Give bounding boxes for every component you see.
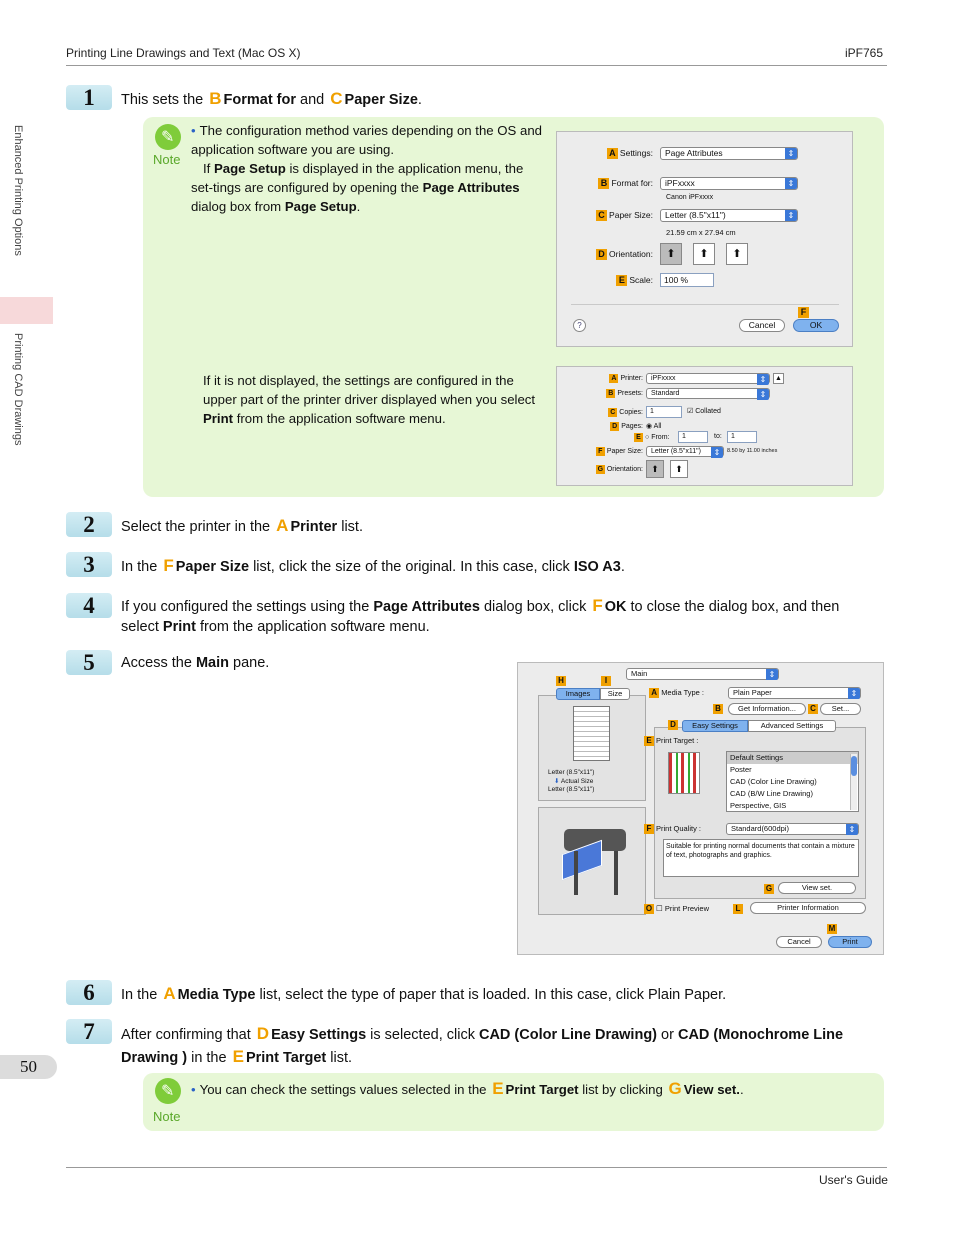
label: Paper Size: — [606, 448, 643, 455]
text: and — [296, 92, 329, 108]
ui-term: Main — [195, 655, 229, 671]
ref-letter: C — [330, 89, 343, 108]
tag-d — [668, 720, 680, 730]
ui-term: Print Target — [245, 1050, 327, 1066]
from-radio[interactable]: E ○ From: — [634, 433, 669, 442]
list-item[interactable]: Poster — [730, 765, 752, 774]
tag: E — [616, 275, 627, 286]
help-icon[interactable]: ? — [573, 319, 586, 332]
label: Settings: — [619, 148, 653, 158]
text: Select the printer in the — [121, 519, 275, 535]
view-set-button[interactable]: View set. — [778, 882, 856, 894]
note-text-1 — [191, 121, 547, 216]
text: If — [203, 161, 214, 176]
ui-term: Page Attributes — [373, 599, 480, 615]
pages-label — [597, 422, 643, 431]
preview-size-1: Letter (8.5"x11") — [548, 769, 595, 776]
orientation-label-2 — [587, 465, 643, 474]
media-type-label — [640, 688, 704, 698]
footer-rule — [66, 1167, 887, 1168]
tag: E — [634, 433, 643, 442]
tab-images[interactable]: Images — [556, 688, 600, 700]
tag: B — [713, 704, 723, 714]
ref-letter: D — [256, 1024, 270, 1043]
ui-term: Media Type — [177, 987, 256, 1003]
step-number: 4 — [66, 593, 112, 618]
text: from the application software menu. — [233, 411, 446, 426]
step-number: 2 — [66, 512, 112, 537]
sidebar-highlight — [0, 297, 53, 324]
ref-letter: F — [163, 556, 174, 575]
label: All — [653, 423, 662, 430]
to-label: to: — [714, 433, 722, 440]
tag: F — [596, 447, 605, 456]
text: You can check the settings values selected in the — [199, 1082, 491, 1097]
text: This sets the — [121, 92, 208, 108]
tag-m — [827, 924, 839, 934]
ui-term: Printer — [290, 519, 338, 535]
note-label: Note — [153, 152, 181, 167]
text: to close the dialog box, and then select — [121, 599, 840, 635]
label: Presets: — [617, 390, 643, 397]
label: Orientation: — [606, 466, 643, 473]
step-6-text — [121, 983, 881, 1006]
list-item[interactable]: CAD (B/W Line Drawing) — [730, 789, 813, 798]
step-4-text — [121, 596, 881, 637]
tag-b — [713, 704, 725, 714]
tag: C — [610, 409, 616, 416]
tab-easy-settings[interactable]: Easy Settings — [682, 720, 748, 732]
text: . — [417, 92, 422, 108]
running-header-title: Printing Line Drawings and Text (Mac OS X) — [66, 46, 301, 60]
ref-letter: E — [492, 1079, 504, 1098]
set-button[interactable]: Set... — [820, 703, 861, 715]
printer-popup[interactable]: iPFxxxx ⇕ — [646, 373, 770, 384]
print-button[interactable]: Print — [828, 936, 872, 948]
ui-term: OK — [604, 599, 627, 615]
print-preview-checkbox[interactable]: O ☐ Print Preview — [645, 904, 709, 913]
ref-letter: A — [276, 516, 289, 535]
orientation-portrait-icon-2[interactable]: ⬆ — [646, 460, 664, 478]
printer-label — [597, 374, 643, 383]
step-number: 7 — [66, 1019, 112, 1044]
footer-guide-name: User's Guide — [819, 1173, 888, 1187]
print-target-label — [644, 736, 698, 746]
text: dialog box, click — [479, 599, 591, 615]
cancel-button-2[interactable]: Cancel — [776, 936, 822, 948]
media-type-popup[interactable]: Plain Paper ⇕ — [728, 687, 861, 699]
text: In the — [121, 559, 162, 575]
label: Format for: — [611, 178, 653, 188]
orientation-landscape-icon-2[interactable]: ⬆ — [670, 460, 688, 478]
label: Copies: — [619, 409, 643, 416]
text: is displayed in the application menu, the set-tings are configured by opening the — [191, 161, 524, 195]
collated-checkbox[interactable]: ☑ Collated — [687, 408, 721, 415]
tag: B — [598, 178, 609, 189]
header-rule — [66, 65, 887, 66]
presets-popup[interactable]: Standard ⇕ — [646, 388, 770, 399]
get-information-button[interactable]: Get Information... — [728, 703, 806, 715]
text: or — [657, 1027, 678, 1043]
tag: F — [644, 824, 654, 834]
label: Orientation: — [609, 249, 653, 259]
orientation-reverse-icon[interactable]: ⬆ — [726, 243, 748, 265]
printer-stand — [574, 851, 578, 895]
ref-letter: E — [232, 1047, 244, 1066]
printer-information-button[interactable]: Printer Information — [750, 902, 866, 914]
tag: B — [608, 390, 614, 397]
step-number: 1 — [66, 85, 112, 110]
text: list by clicking — [578, 1082, 667, 1097]
ui-term: Paper Size — [344, 92, 418, 108]
printer-illustration-icon — [554, 829, 634, 899]
target-thumbnail-icon — [668, 752, 700, 794]
ref-letter: F — [592, 596, 603, 615]
text: list. — [337, 519, 363, 535]
step-5-text — [121, 652, 501, 674]
scale-label — [607, 275, 653, 286]
sidebar-section-cad: Printing CAD Drawings — [12, 333, 24, 446]
list-item[interactable]: Default Settings — [727, 752, 858, 764]
paper-size-label — [591, 210, 653, 221]
label: Print Preview — [664, 904, 709, 913]
paper-size-label-2 — [587, 447, 643, 456]
tag: D — [596, 249, 607, 260]
ok-tag — [798, 307, 811, 318]
ui-term: Page Attributes — [422, 180, 520, 195]
ui-term: Print Target — [505, 1082, 579, 1097]
tag: O — [645, 904, 653, 913]
settings-label — [601, 148, 653, 159]
tag: M — [828, 924, 836, 933]
tag: C — [596, 210, 607, 221]
presets-label — [597, 389, 643, 398]
format-popup[interactable]: iPFxxxx ⇕ — [660, 177, 798, 190]
scroll-thumb[interactable] — [851, 756, 857, 776]
label: Print Target : — [656, 736, 699, 745]
tag: G — [765, 884, 773, 893]
ui-term: CAD (Color Line Drawing) — [478, 1027, 658, 1043]
description-box: Suitable for printing normal documents that contain a mixture of text, photographs and graphics. — [663, 839, 859, 877]
note-label: Note — [153, 1109, 181, 1124]
print-quality-popup[interactable]: Standard(600dpi) ⇕ — [726, 823, 859, 835]
orientation-landscape-icon[interactable]: ⬆ — [693, 243, 715, 265]
label: Pages: — [621, 423, 643, 430]
ui-term: Print — [203, 411, 234, 426]
tag: C — [808, 704, 818, 714]
paper-size-popup[interactable]: Letter (8.5"x11") ⇕ — [660, 209, 798, 222]
ui-term: Paper Size — [175, 559, 250, 575]
tag: G — [597, 466, 604, 473]
label: Media Type : — [661, 688, 704, 697]
note-text-2 — [203, 371, 549, 428]
text: is selected, click — [366, 1027, 479, 1043]
list-item[interactable]: Perspective, GIS — [730, 801, 787, 810]
bullet-icon: • — [191, 1082, 196, 1097]
tag: F — [798, 307, 809, 318]
label: Scale: — [629, 275, 653, 285]
tag-i — [601, 676, 613, 686]
text: If it is not displayed, the settings are configured in the upper part of the printer driver displayed when you select — [203, 373, 536, 407]
copies-label — [597, 408, 643, 417]
text: dialog box from — [191, 199, 285, 214]
tag: D — [668, 720, 678, 730]
text: list. — [326, 1050, 353, 1066]
tag-l — [733, 904, 745, 914]
tag-g — [764, 884, 776, 894]
cancel-button[interactable]: Cancel — [739, 319, 785, 332]
tag-h — [556, 676, 568, 686]
preview-size-2 — [554, 777, 593, 785]
sidebar-section-enhanced: Enhanced Printing Options — [12, 125, 24, 256]
label: Actual Size — [560, 778, 594, 785]
tag: I — [601, 676, 611, 686]
ref-letter: A — [163, 984, 176, 1003]
list-item[interactable]: CAD (Color Line Drawing) — [730, 777, 817, 786]
step-2-text — [121, 515, 881, 538]
label: Paper Size: — [609, 210, 653, 220]
print-target-list[interactable] — [726, 751, 859, 812]
text: Access the — [121, 655, 196, 671]
ref-letter: B — [209, 89, 222, 108]
ui-term: View set. — [683, 1082, 740, 1097]
settings-popup[interactable]: Page Attributes ⇕ — [660, 147, 798, 160]
ui-term: Print — [162, 619, 196, 635]
ui-term: Easy Settings — [271, 1027, 367, 1043]
label: Collated — [695, 408, 721, 415]
step-3-text — [121, 555, 881, 578]
tab-advanced-settings[interactable]: Advanced Settings — [748, 720, 836, 732]
arrow-down-icon: ⬇ — [554, 778, 560, 785]
tag: H — [556, 676, 566, 686]
copies-input[interactable]: 1 — [646, 406, 682, 418]
running-header-model: iPF765 — [845, 46, 884, 60]
tab-size[interactable]: Size — [600, 688, 630, 700]
step-number: 3 — [66, 552, 112, 577]
text: in the — [187, 1050, 231, 1066]
paper-size-sub-2: 8.50 by 11.00 inches — [727, 448, 778, 454]
step-1-text — [121, 88, 881, 111]
step-number: 6 — [66, 980, 112, 1005]
print-dialog — [556, 366, 853, 486]
step-7-text — [121, 1023, 881, 1069]
printer-stand — [614, 851, 618, 895]
label: Print Quality : — [656, 824, 702, 833]
ui-term: ISO A3 — [573, 559, 621, 575]
printer-expand-icon[interactable]: ▲ — [773, 373, 784, 384]
page-attributes-dialog — [556, 131, 853, 347]
from-input[interactable]: 1 — [678, 431, 708, 443]
ui-term: Format for — [223, 92, 297, 108]
tag: A — [611, 375, 617, 382]
text: After confirming that — [121, 1027, 255, 1043]
orientation-label — [587, 249, 653, 260]
text: The configuration method varies depending on the OS and application software you are using. — [191, 123, 542, 157]
text: . — [739, 1082, 744, 1097]
ui-term: Page Setup — [214, 161, 286, 176]
tag-c — [808, 704, 820, 714]
paper-size-sub: 21.59 cm x 27.94 cm — [666, 228, 736, 237]
text: . — [356, 199, 361, 214]
tag: A — [607, 148, 618, 159]
scale-input[interactable]: 100 % — [660, 273, 714, 287]
ref-letter: G — [668, 1079, 682, 1098]
preview-size-3: Letter (8.5"x11") — [548, 786, 595, 793]
tag: A — [649, 688, 659, 698]
page-preview-icon — [573, 706, 610, 761]
note-pencil-icon — [155, 124, 181, 150]
page-number: 50 — [0, 1055, 57, 1079]
note-text-3 — [191, 1079, 871, 1099]
text: . — [620, 559, 625, 575]
ui-term: CAD (Monochrome Line Drawing ) — [121, 1027, 844, 1066]
pane-popup[interactable]: Main ⇕ — [626, 668, 779, 680]
format-label — [591, 178, 653, 189]
label: From: — [651, 434, 670, 441]
paper-size-popup-2[interactable]: Letter (8.5"x11") ⇕ — [646, 446, 724, 457]
orientation-portrait-icon[interactable]: ⬆ — [660, 243, 682, 265]
step-number: 5 — [66, 650, 112, 675]
to-input[interactable]: 1 — [727, 431, 757, 443]
note-pencil-icon — [155, 1078, 181, 1104]
tag: E — [644, 736, 654, 746]
text: from the application software menu. — [195, 619, 430, 635]
main-pane-dialog — [517, 662, 884, 955]
tag: D — [612, 423, 618, 430]
tag: L — [733, 904, 743, 914]
separator — [571, 304, 839, 305]
label: Printer: — [620, 375, 643, 382]
scrollbar[interactable] — [850, 754, 857, 810]
text: In the — [121, 987, 162, 1003]
ui-term: Page Setup — [284, 199, 357, 214]
print-quality-label — [644, 824, 701, 834]
text: If you configured the settings using the — [121, 599, 374, 615]
all-radio[interactable]: ◉ All — [646, 423, 662, 430]
text: list, click the size of the original. In this case, click — [249, 559, 574, 575]
bullet-icon: • — [191, 123, 196, 138]
ok-button[interactable]: OK — [793, 319, 839, 332]
text: list, select the type of paper that is loaded. In this case, click Plain Paper. — [255, 987, 727, 1003]
text: pane. — [228, 655, 270, 671]
format-sub: Canon iPFxxxx — [666, 194, 714, 201]
